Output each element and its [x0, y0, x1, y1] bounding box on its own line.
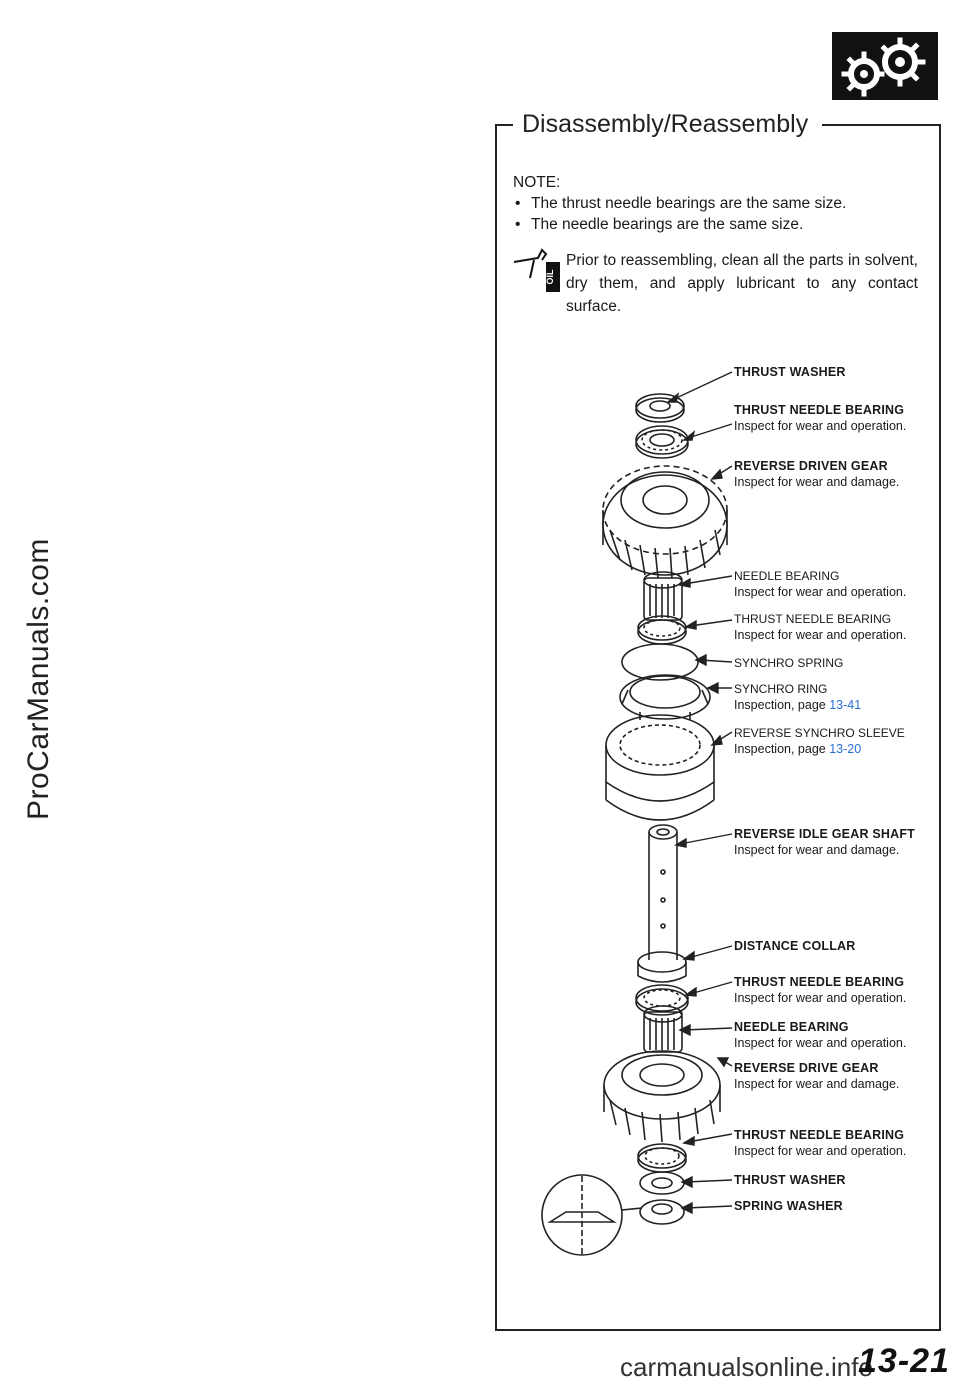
oil-icon-label: OIL	[545, 269, 555, 285]
part-label-thrust-needle-bearing: THRUST NEEDLE BEARING Inspect for wear and operation.	[734, 612, 907, 642]
part-label-needle-bearing: NEEDLE BEARING Inspect for wear and operation.	[734, 1020, 907, 1050]
distance-collar-part	[638, 952, 686, 982]
part-label-reverse-synchro-sleeve: REVERSE SYNCHRO SLEEVE Inspection, page 13-20	[734, 726, 905, 756]
inspection-page-text: Inspection, page	[734, 742, 826, 756]
oil-instruction: Prior to reassembling, clean all the parts in solvent, dry them, and apply lubricant to any contact surface.	[566, 252, 918, 315]
watermark-carmanualsonline: carmanualsonline.info	[620, 1352, 873, 1382]
reverse-drive-gear-part	[604, 1051, 720, 1142]
watermark-procarmanuals: ProCarManuals.com	[22, 538, 55, 820]
part-label-thrust-needle-bearing: THRUST NEEDLE BEARING Inspect for wear and operation.	[734, 1128, 907, 1158]
needle-bearing-part	[644, 572, 682, 620]
part-label-thrust-needle-bearing: THRUST NEEDLE BEARING Inspect for wear and operation.	[734, 975, 907, 1005]
page-link-13-20[interactable]: 13-20	[829, 742, 862, 756]
thrust-washer-part	[640, 1172, 684, 1194]
part-label-needle-bearing: NEEDLE BEARING Inspect for wear and operation.	[734, 569, 907, 599]
note-item: • The thrust needle bearings are the same size.	[513, 193, 933, 214]
synchro-ring-part	[620, 675, 710, 720]
section-title: Disassembly/Reassembly	[522, 110, 809, 138]
part-label-spring-washer: SPRING WASHER	[734, 1199, 843, 1213]
part-label-reverse-driven-gear: REVERSE DRIVEN GEAR Inspect for wear and damage.	[734, 459, 900, 489]
reverse-idle-gear-shaft-part	[649, 825, 677, 960]
reverse-driven-gear-part	[603, 466, 727, 578]
part-label-thrust-needle-bearing: THRUST NEEDLE BEARING Inspect for wear and operation.	[734, 403, 907, 433]
thrust-needle-bearing-part	[638, 1144, 686, 1172]
part-label-thrust-washer: THRUST WASHER	[734, 365, 846, 379]
part-label-reverse-idle-gear-shaft: REVERSE IDLE GEAR SHAFT Inspect for wear and damage.	[734, 827, 916, 857]
reverse-synchro-sleeve-part	[606, 715, 714, 820]
part-label-thrust-washer: THRUST WASHER	[734, 1173, 846, 1187]
spring-washer-part	[640, 1200, 684, 1224]
page-link-13-41[interactable]: 13-41	[829, 698, 862, 712]
thrust-needle-bearing-part	[638, 616, 686, 644]
note-heading: NOTE:	[513, 174, 561, 191]
part-label-distance-collar: DISTANCE COLLAR	[734, 939, 856, 953]
page-number: 13-21	[858, 1342, 950, 1380]
note-item: • The needle bearings are the same size.	[513, 214, 933, 235]
part-label-synchro-ring: SYNCHRO RING Inspection, page 13-41	[734, 682, 862, 712]
spring-washer-detail-callout	[542, 1175, 642, 1255]
inspection-page-text: Inspection, page	[734, 698, 826, 712]
part-label-synchro-spring: SYNCHRO SPRING	[734, 656, 844, 670]
thrust-needle-bearing-part	[636, 426, 688, 458]
part-label-reverse-drive-gear: REVERSE DRIVE GEAR Inspect for wear and damage.	[734, 1061, 900, 1091]
